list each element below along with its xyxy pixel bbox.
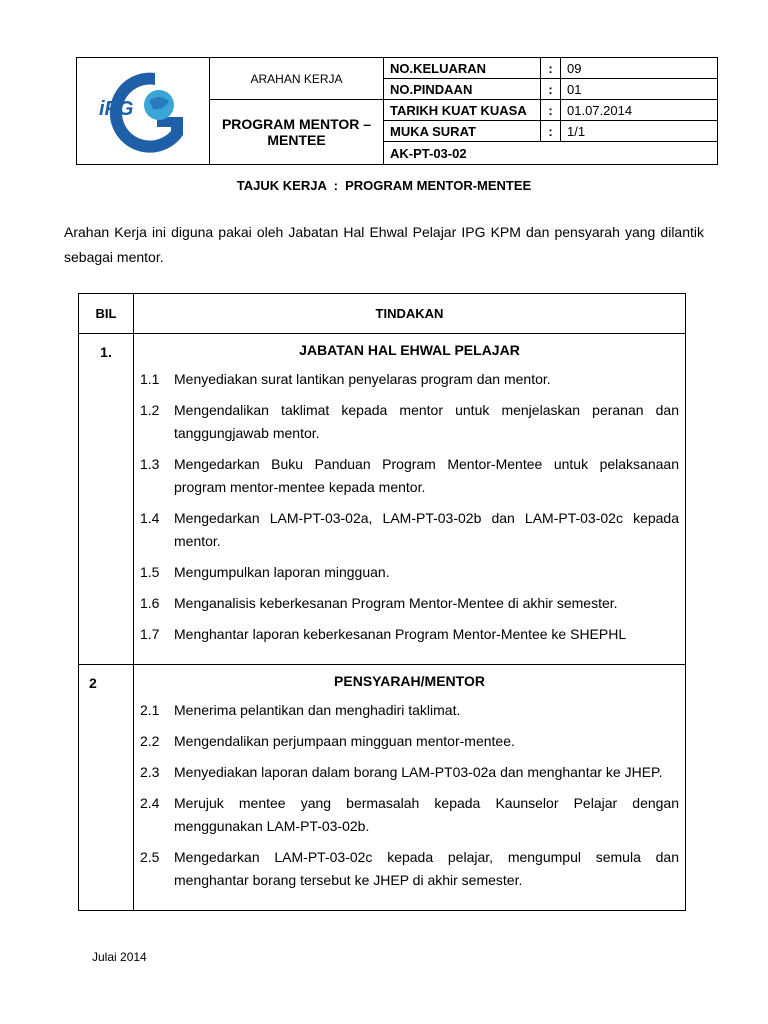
- list-item: [140, 792, 679, 838]
- item-text: Menganalisis keberkesanan Program Mentor-Mentee di akhir semester.: [174, 595, 618, 611]
- footer-date: Julai 2014: [92, 950, 147, 964]
- item-number: 1.5: [140, 564, 160, 580]
- ipg-logo-icon: [95, 67, 191, 153]
- item-text: Mengendalikan perjumpaan mingguan mentor-mentee.: [174, 733, 515, 749]
- column-header-bil: BIL: [79, 294, 134, 334]
- item-text: Merujuk mentee yang bermasalah kepada Kaunselor Pelajar dengan menggunakan LAM-PT-03-02b.: [174, 795, 679, 834]
- header-label: NO.KELUARAN: [384, 58, 541, 79]
- item-number: 1.6: [140, 595, 160, 611]
- column-header-tindakan: TINDAKAN: [134, 294, 686, 334]
- item-text: Mengedarkan Buku Panduan Program Mentor-Mentee untuk pelaksanaan program mentor-mentee kepada mentor.: [174, 456, 679, 495]
- list-item: [140, 761, 679, 784]
- item-number: 2.2: [140, 733, 160, 749]
- header-colon: :: [541, 58, 561, 79]
- intro-paragraph: Arahan Kerja ini diguna pakai oleh Jabatan Hal Ehwal Pelajar IPG KPM dan pensyarah yang dilantik sebagai mentor.: [64, 224, 704, 265]
- header-value: 09: [561, 58, 718, 79]
- action-table: [78, 293, 686, 911]
- item-text: Mengumpulkan laporan mingguan.: [174, 564, 390, 580]
- item-text: Menghantar laporan keberkesanan Program Mentor-Mentee ke SHEPHL: [174, 626, 627, 642]
- list-item: [140, 561, 679, 584]
- list-item: [140, 399, 679, 445]
- item-text: Mengedarkan LAM-PT-03-02c kepada pelajar, mengumpul semula dan menghantar borang tersebut ke JHEP di akhir semester.: [174, 849, 679, 888]
- document-title: TAJUK KERJA : PROGRAM MENTOR-MENTEE: [236, 178, 532, 193]
- program-title-line2: MENTEE: [267, 132, 326, 148]
- section-title: PENSYARAH/MENTOR: [334, 673, 485, 689]
- item-text: Mengedarkan LAM-PT-03-02a, LAM-PT-03-02b dan LAM-PT-03-02c kepada mentor.: [174, 510, 679, 549]
- item-number: 1.4: [140, 510, 160, 526]
- section-number: 2: [79, 665, 134, 911]
- list-item: [140, 368, 679, 391]
- item-number: 1.3: [140, 456, 160, 472]
- list-item: [140, 846, 679, 892]
- header-label: MUKA SURAT: [384, 121, 541, 142]
- item-number: 1.1: [140, 371, 160, 387]
- item-number: 2.4: [140, 795, 160, 811]
- list-item: [140, 623, 679, 646]
- svg-text:iPG: iPG: [99, 97, 134, 120]
- header-label: NO.PINDAAN: [384, 79, 541, 100]
- document-header: [76, 57, 718, 165]
- header-colon: :: [541, 79, 561, 100]
- item-number: 2.3: [140, 764, 160, 780]
- item-number: 2.5: [140, 849, 160, 865]
- header-value: 01.07.2014: [561, 100, 718, 121]
- list-item: [140, 453, 679, 499]
- list-item: [140, 507, 679, 553]
- header-value: 1/1: [561, 121, 718, 142]
- section-content: [134, 334, 686, 665]
- item-number: 1.2: [140, 402, 160, 418]
- item-number: 1.7: [140, 626, 160, 642]
- item-text: Menerima pelantikan dan menghadiri taklimat.: [174, 702, 461, 718]
- section-content: [134, 665, 686, 911]
- logo-cell: [77, 58, 210, 165]
- header-value: 01: [561, 79, 718, 100]
- list-item: [140, 699, 679, 722]
- item-text: Mengendalikan taklimat kepada mentor untuk menjelaskan peranan dan tanggungjawab mentor.: [174, 402, 679, 441]
- header-label: TARIKH KUAT KUASA: [384, 100, 541, 121]
- table-row: [79, 334, 686, 665]
- program-title: [210, 100, 384, 165]
- section-title: JABATAN HAL EHWAL PELAJAR: [299, 342, 520, 358]
- document-reference: AK-PT-03-02: [384, 142, 718, 165]
- item-text: Menyediakan surat lantikan penyelaras program dan mentor.: [174, 371, 551, 387]
- program-title-line1: PROGRAM MENTOR –: [221, 116, 372, 132]
- section-number: 1.: [79, 334, 134, 665]
- arahan-kerja-label: ARAHAN KERJA: [210, 58, 384, 100]
- list-item: [140, 592, 679, 615]
- list-item: [140, 730, 679, 753]
- table-row: [79, 665, 686, 911]
- item-text: Menyediakan laporan dalam borang LAM-PT03-02a dan menghantar ke JHEP.: [174, 764, 663, 780]
- item-number: 2.1: [140, 702, 160, 718]
- header-colon: :: [541, 100, 561, 121]
- header-colon: :: [541, 121, 561, 142]
